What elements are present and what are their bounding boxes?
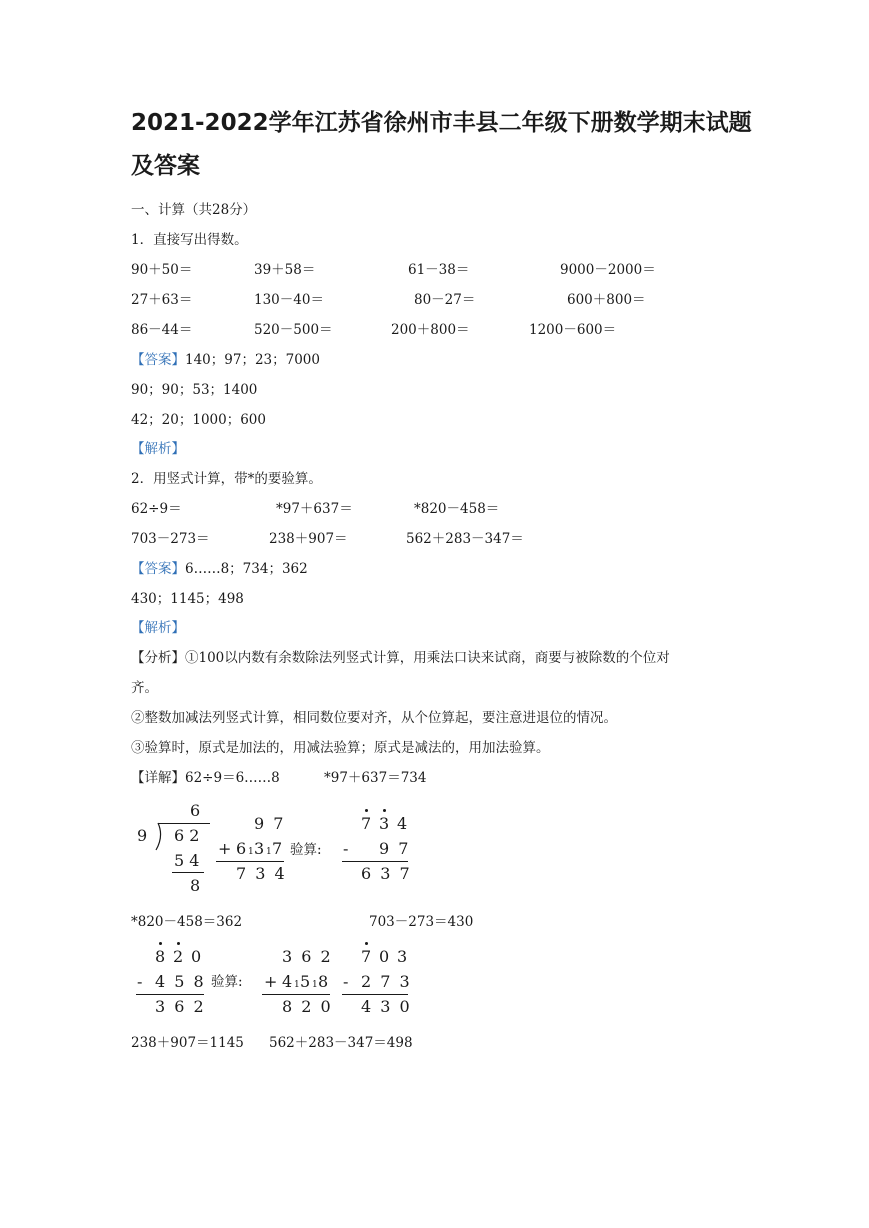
fenxi-text: 齐。 [131, 680, 158, 696]
q2-expr: 62÷9＝ [131, 501, 182, 517]
q1-expr: 39＋58＝ [254, 262, 316, 278]
detail-text: 562＋283－347＝498 [269, 1035, 413, 1051]
difference: 4 3 0 [361, 997, 412, 1016]
sum: 7 3 4 [236, 864, 287, 883]
q1-expr: 86－44＝ [131, 322, 193, 338]
digit: 7 [272, 839, 283, 858]
division-bracket-icon [152, 822, 164, 852]
digit: 2 [173, 947, 184, 966]
q1-expr: 9000－2000＝ [560, 262, 656, 278]
carry-digit: 1 [248, 847, 254, 857]
section-heading: 一、计算（共28分） [131, 202, 257, 218]
detail-text: 238＋907＝1145 [131, 1035, 244, 1051]
remainder: 8 [190, 876, 201, 895]
fenxi-text: ①100以内数有余数除法列竖式计算，用乘法口诀来试商，商要与被除数的个位对 [185, 650, 670, 666]
subtrahend: 9 7 [379, 839, 411, 858]
q2-answer [131, 557, 308, 577]
digit: 0 [191, 947, 202, 966]
digit: 3 [397, 947, 408, 966]
digit: 3 [254, 839, 265, 858]
q1-answer [131, 348, 320, 368]
subtrahend: 2 7 3 [361, 972, 412, 991]
q2-expr: *97＋637＝ [276, 501, 353, 517]
answer-text: 90；90；53；1400 [131, 382, 258, 398]
check-label: 验算: [290, 842, 322, 858]
question-2-prompt: 2．用竖式计算，带*的要验算。 [131, 471, 322, 487]
document-title-line2: 及答案 [131, 153, 200, 179]
analysis-label: 【解析】 [131, 441, 185, 457]
q1-expr: 27＋63＝ [131, 292, 193, 308]
carry-digit: 1 [294, 980, 300, 990]
digit: 5 [300, 972, 311, 991]
digit: 4 [397, 814, 408, 833]
answer-label: 【答案】 [131, 352, 185, 368]
fenxi-line [131, 646, 670, 666]
detail-text: 703－273＝430 [369, 914, 474, 930]
digit: 0 [379, 947, 390, 966]
answer-text: 42；20；1000；600 [131, 412, 266, 428]
fenxi-text: ②整数加减法列竖式计算，相同数位要对齐，从个位算起，要注意进退位的情况。 [131, 710, 617, 726]
q1-expr: 520－500＝ [254, 322, 333, 338]
answer-label: 【答案】 [131, 561, 185, 577]
q1-expr: 61－38＝ [408, 262, 470, 278]
operator-minus: - [137, 972, 143, 991]
answer-text: 6……8；734；362 [185, 561, 308, 577]
digit: 8 [318, 972, 329, 991]
detail-text: *820－458＝362 [131, 914, 243, 930]
divisor: 9 [137, 826, 148, 845]
difference: 3 6 2 [155, 997, 206, 1016]
detail-text: *97＋637＝734 [324, 770, 427, 786]
dividend: 6 2 [174, 826, 200, 845]
operator-plus: + [218, 839, 232, 858]
digit: 6 [236, 839, 247, 858]
operator-minus: - [343, 972, 349, 991]
check-label: 验算: [211, 974, 243, 990]
carry-digit: 1 [312, 980, 318, 990]
q2-expr: 238＋907＝ [269, 531, 348, 547]
carry-digit: 1 [266, 847, 272, 857]
xiangjie-label: 【详解】 [131, 770, 185, 786]
addend-top: 3 6 2 [282, 947, 333, 966]
quotient: 6 [190, 801, 201, 820]
digit: 4 [282, 972, 293, 991]
q1-expr: 80－27＝ [414, 292, 476, 308]
question-1-prompt: 1．直接写出得数。 [131, 232, 248, 248]
difference: 6 3 7 [361, 864, 412, 883]
q1-expr: 200＋800＝ [391, 322, 470, 338]
q2-expr: *820－458＝ [414, 501, 500, 517]
operator-minus: - [343, 839, 349, 858]
digit: 7 [361, 814, 372, 833]
fenxi-text: ③验算时，原式是加法的，用减法验算；原式是减法的，用加法验算。 [131, 740, 550, 756]
answer-text: 140；97；23；7000 [185, 352, 320, 368]
product: 5 4 [174, 851, 200, 870]
q2-expr: 703－273＝ [131, 531, 210, 547]
subtrahend: 4 5 8 [155, 972, 206, 991]
addend-top: 9 7 [254, 814, 286, 833]
q1-expr: 1200－600＝ [529, 322, 617, 338]
sum: 8 2 0 [282, 997, 333, 1016]
digit: 3 [379, 814, 390, 833]
digit: 8 [155, 947, 166, 966]
q1-expr: 90＋50＝ [131, 262, 193, 278]
q1-expr: 600＋800＝ [567, 292, 646, 308]
operator-plus: + [264, 972, 278, 991]
document-title-line1: 2021-2022学年江苏省徐州市丰县二年级下册数学期末试题 [131, 110, 752, 136]
digit: 7 [361, 947, 372, 966]
analysis-label: 【解析】 [131, 620, 185, 636]
detail-text: 62÷9＝6……8 [185, 770, 280, 786]
xiangjie-line [131, 766, 280, 786]
fenxi-label: 【分析】 [131, 650, 185, 666]
q2-expr: 562＋283－347＝ [406, 531, 524, 547]
q1-expr: 130－40＝ [254, 292, 324, 308]
answer-text: 430；1145；498 [131, 591, 244, 607]
